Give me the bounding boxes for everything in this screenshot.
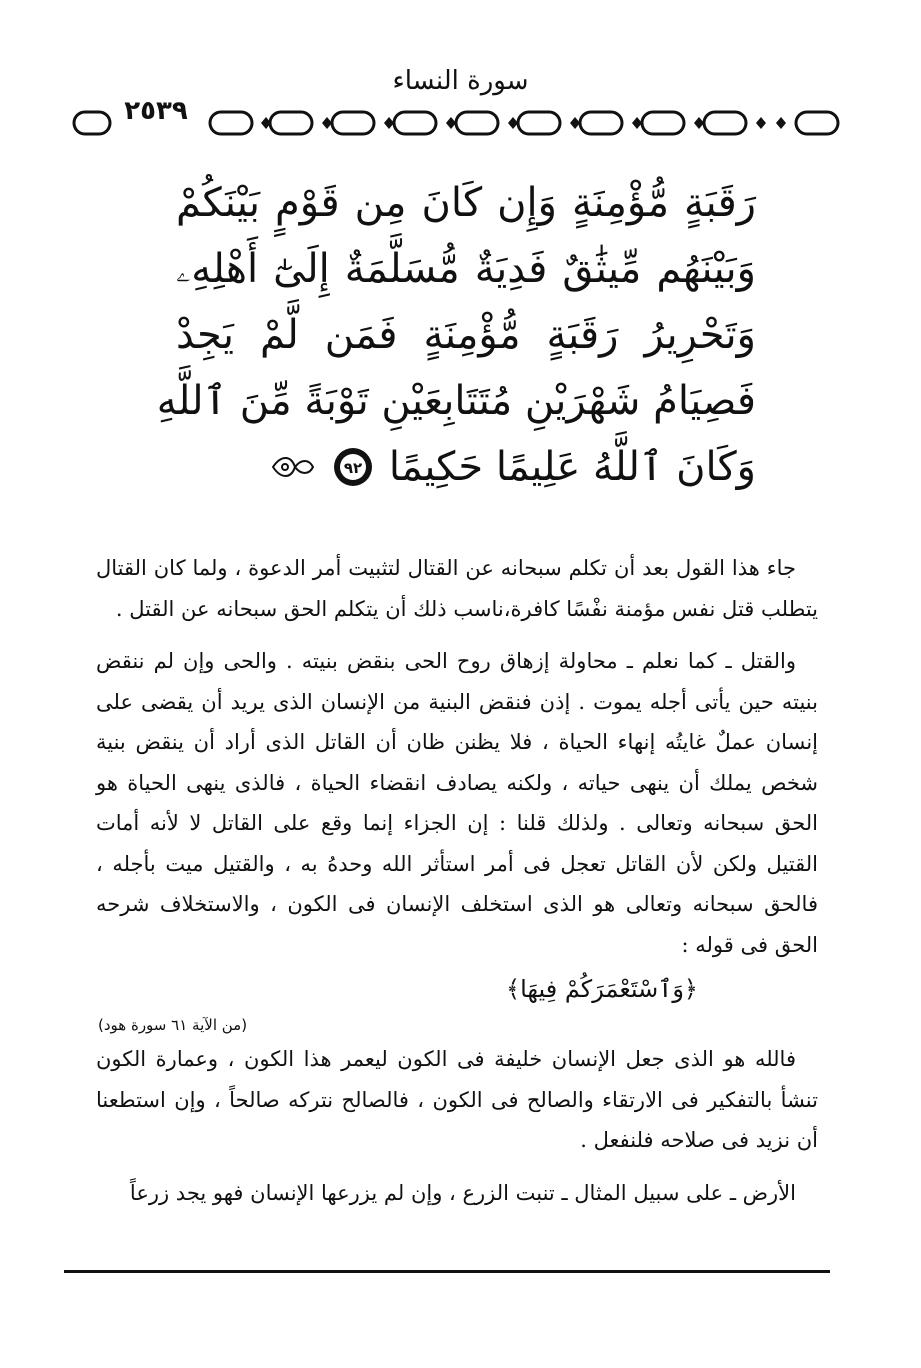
verse-line: وَبَيْنَهُم مِّيثَٰقٌ فَدِيَةٌ مُّسَلَّمَةٌ إِلَىٰٓ أَهْلِهِۦ [176,246,756,292]
bottom-rule [64,1270,830,1273]
verse-citation: (من الآية ٦١ سورة هود) [98,1016,248,1034]
commentary-text [96,548,818,1213]
paragraph: الأرض ـ على سبيل المثال ـ تنبت الزرع ، وإن لم يزرعها الإنسان فهو يجد زرعاً [129,1180,796,1205]
paragraph: فالله هو الذى جعل الإنسان خليفة فى الكون ليعمر هذا الكون ، وعمارة الكون تنشأ بالتفكير فى الارتقاء والصالح فى الكون ، فالصالح نتركه صالحاً ، وإن استطعنا أن نزيد فى صلاحه فلنفعل . [96,1047,818,1152]
verse-quote: ﴿وَٱسْتَعْمَرَكُمْ فِيهَا﴾ [506,975,698,1003]
quran-verse-block [156,170,756,500]
verse-line: وَكَانَ ٱللَّهُ عَلِيمًا حَكِيمًا [388,444,756,490]
floral-ornament-icon [269,451,317,483]
verse-line: رَقَبَةٍ مُّؤْمِنَةٍ وَإِن كَانَ مِن قَوْمٍ بَيْنَكُمْ [176,180,756,226]
ayah-number-marker [331,445,375,489]
paragraph: جاء هذا القول بعد أن تكلم سبحانه عن القتال لتثبيت أمر الدعوة ، ولما كان القتال يتطلب قتل نفس مؤمنة نفْسًا كافرة،ناسب ذلك أن يتكلم الحق سبحانه عن القتل . [96,556,818,621]
verse-last-line [176,434,756,500]
verse-line: فَصِيَامُ شَهْرَيْنِ مُتَتَابِعَيْنِ تَوْبَةً مِّنَ ٱللَّهِ [156,378,756,424]
surah-title: سورة النساء [392,66,529,96]
ayah-number: ٩٢ [343,459,363,477]
verse-line: وَتَحْرِيرُ رَقَبَةٍ مُّؤْمِنَةٍ فَمَن لَّمْ يَجِدْ [176,312,756,358]
paragraph: والقتل ـ كما نعلم ـ محاولة إزهاق روح الحى بنقض بنيته . والحى وإن لم ننقض بنيته حين يأتى أجله يموت . إذن فنقض البنية من الإنسان الذى يريد أن يقضى على إنسان عملٌ غايتُه إنهاء الحياة ، فلا يظنن ظان أن القاتل الذى أراد أن ينقض بنية شخص يملك أن ينهى حياته ، ولكنه يصادف انقضاء الحياة ، فالذى ينهى الحياة هو الحق سبحانه وتعالى . ولذلك قلنا : إن الجزاء إنما وقع على القاتل لا لأنه أمات القتيل ولكن لأن القاتل تعجل فى أمر استأثر الله وحدهُ به ، والقتيل ميت بأجله ، فالحق سبحانه وتعالى هو الذى استخلف الإنسان فى الكون ، والاستخلاف شرحه الحق فى قوله : [96,649,818,957]
page-number: ٢٥٣٩ [116,96,196,126]
